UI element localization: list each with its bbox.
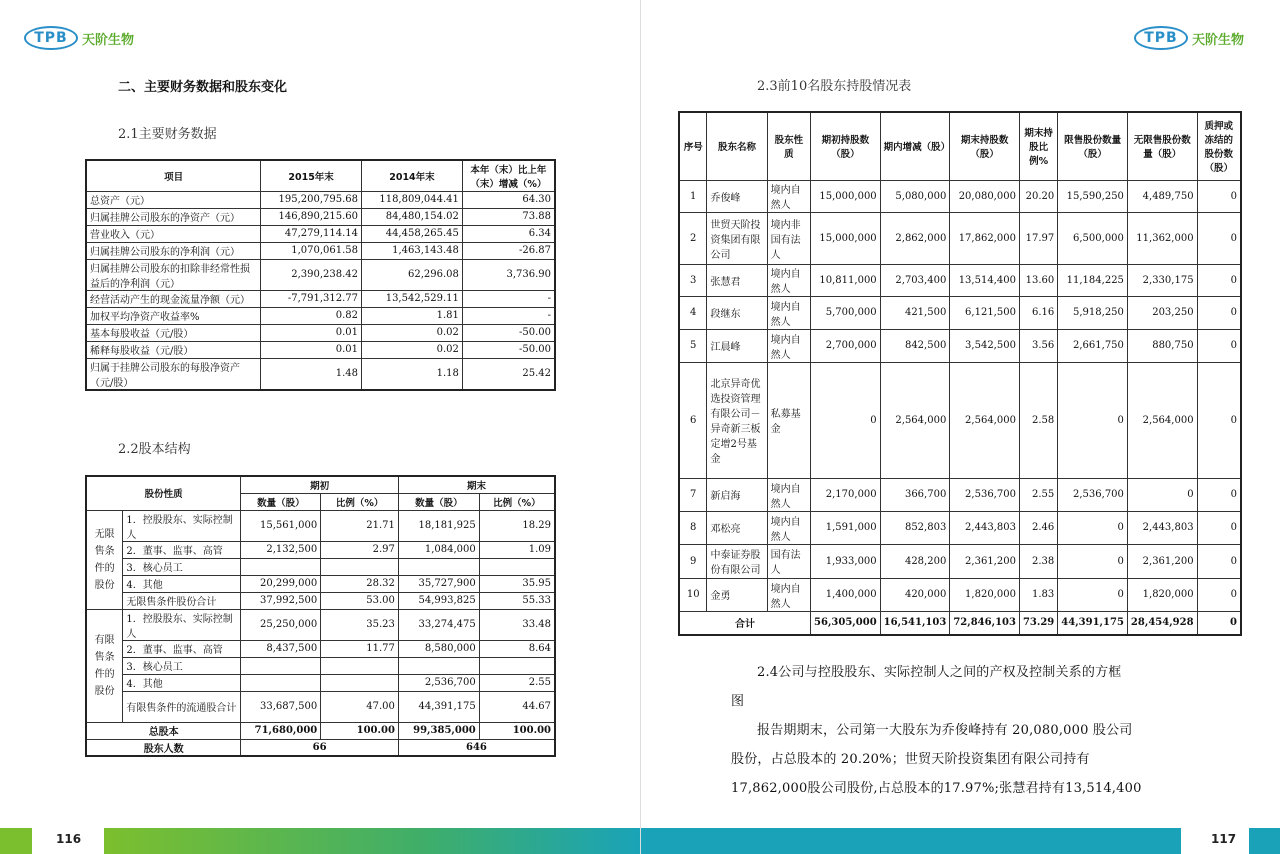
sh-cell: 2,443,803 [1127, 511, 1197, 544]
sh-cell: 1,591,000 [811, 511, 881, 544]
cap-row-label: 1．控股股东、实际控制人 [123, 510, 241, 541]
sh-cell: 2 [679, 212, 707, 264]
sh-cell: 境内自然人 [767, 296, 810, 329]
cap-total-label: 总股本 [86, 722, 241, 739]
sh-header: 限售股份数量（股） [1058, 112, 1128, 180]
footer-bar-left [104, 828, 640, 854]
sh-cell: 4 [679, 296, 707, 329]
sh-cell: 13.60 [1019, 264, 1057, 296]
sh-cell: 1 [679, 180, 707, 212]
sh-cell: 15,000,000 [811, 180, 881, 212]
fin-row-label: 加权平均净资产收益率% [86, 307, 261, 324]
sh-cell: 842,500 [880, 329, 950, 362]
sh-cell: 6,121,500 [950, 296, 1020, 329]
sh-holder-name: 北京异奇优选投资管理有限公司－异奇新三板定增2号基金 [707, 362, 767, 478]
cap-cell: 1,084,000 [398, 541, 479, 558]
cap-row [86, 640, 555, 657]
sh-total-cell: 28,454,928 [1127, 611, 1197, 635]
sh-cell: 境内非国有法人 [767, 212, 810, 264]
sh-cell: 6 [679, 362, 707, 478]
sh-cell: 2,862,000 [880, 212, 950, 264]
fin-row-label: 基本每股收益（元/股） [86, 324, 261, 341]
cap-cell: 35.95 [479, 575, 555, 592]
cap-cell: 44.67 [479, 691, 555, 722]
sh-cell: 0 [811, 362, 881, 478]
sh-cell: 366,700 [880, 478, 950, 511]
sh-total-cell: 72,846,103 [950, 611, 1020, 635]
cap-cell: 8,580,000 [398, 640, 479, 657]
sh-cell: 3.56 [1019, 329, 1057, 362]
sh-cell: 2.55 [1019, 478, 1057, 511]
sh-holder-name: 江晨峰 [707, 329, 767, 362]
fin-row-label: 稀释每股收益（元/股） [86, 341, 261, 358]
sh-cell: 2,443,803 [950, 511, 1020, 544]
logo-mark: TPB [24, 26, 78, 50]
sh-cell: 2,170,000 [811, 478, 881, 511]
sh-cell: 2.38 [1019, 544, 1057, 578]
sh-cell: 7 [679, 478, 707, 511]
sh-cell: 203,250 [1127, 296, 1197, 329]
sh-cell: 5,918,250 [1058, 296, 1128, 329]
sh-header: 无限售股份数量（股） [1127, 112, 1197, 180]
sh-cell: 2,361,200 [950, 544, 1020, 578]
cap-row [86, 674, 555, 691]
cap-row [86, 609, 555, 640]
logo-brand-name: 天阶生物 [82, 32, 135, 48]
cap-holders-row [86, 739, 555, 756]
financial-data-table [85, 159, 556, 391]
cap-cell: 8,437,500 [241, 640, 321, 657]
sh-row [679, 511, 1241, 544]
cap-cell: 44,391,175 [398, 691, 479, 722]
fin-cell: 1.81 [362, 307, 463, 324]
fin-row-label: 归属挂牌公司股东的净资产（元） [86, 208, 261, 225]
sh-cell: 境内自然人 [767, 511, 810, 544]
subsection-financial-data: 2.1主要财务数据 [118, 127, 217, 142]
sh-row [679, 212, 1241, 264]
right-page [640, 0, 1280, 854]
cap-cell: 53.00 [321, 592, 399, 609]
footer-accent-left [0, 828, 32, 854]
sh-row [679, 329, 1241, 362]
sh-holder-name: 乔俊峰 [707, 180, 767, 212]
fin-row-label: 营业收入（元） [86, 225, 261, 242]
sh-cell: 8 [679, 511, 707, 544]
sh-cell: 2,703,400 [880, 264, 950, 296]
sh-cell: 0 [1197, 212, 1241, 264]
cap-cell [398, 657, 479, 674]
sh-row [679, 544, 1241, 578]
sh-cell: 境内自然人 [767, 264, 810, 296]
cap-cell: 18.29 [479, 510, 555, 541]
cap-holders-begin: 66 [241, 739, 399, 756]
body-paragraph-line: 17,862,000股公司股份,占总股本的17.97%;张慧君持有13,514,400 [731, 781, 1142, 796]
sh-cell: 9 [679, 544, 707, 578]
fin-row [86, 341, 555, 358]
cap-row [86, 510, 555, 541]
sh-cell: 0 [1197, 478, 1241, 511]
fin-cell: 6.34 [462, 225, 555, 242]
page-number-right: 117 [1211, 832, 1237, 846]
sh-total-cell: 44,391,175 [1058, 611, 1128, 635]
sh-cell: 4,489,750 [1127, 180, 1197, 212]
cap-cell: 37,992,500 [241, 592, 321, 609]
page-number-left: 116 [56, 832, 82, 846]
sh-cell: 0 [1197, 544, 1241, 578]
fin-cell: 0.82 [261, 307, 362, 324]
sh-cell: 20.20 [1019, 180, 1057, 212]
cap-cell [321, 674, 399, 691]
sh-cell: 0 [1197, 264, 1241, 296]
cap-header-qty: 数量（股） [398, 493, 479, 510]
fin-row [86, 290, 555, 307]
sh-cell: 0 [1058, 578, 1128, 611]
sh-cell: 15,590,250 [1058, 180, 1128, 212]
fin-row [86, 225, 555, 242]
fin-row [86, 307, 555, 324]
cap-header-ratio: 比例（%） [479, 493, 555, 510]
sh-header: 期末持股数（股） [950, 112, 1020, 180]
cap-row [86, 575, 555, 592]
cap-cell [241, 558, 321, 575]
sh-cell: 0 [1058, 544, 1128, 578]
cap-cell: 33.48 [479, 609, 555, 640]
cap-header-begin: 期初 [241, 476, 399, 493]
sh-header: 期内增减（股） [880, 112, 950, 180]
cap-cell: 35.23 [321, 609, 399, 640]
sh-cell: 境内自然人 [767, 180, 810, 212]
fin-row [86, 191, 555, 208]
sh-cell: 0 [1197, 511, 1241, 544]
sh-cell: 5,080,000 [880, 180, 950, 212]
cap-row [86, 558, 555, 575]
fin-cell: 0.02 [362, 341, 463, 358]
sh-total-cell: 0 [1197, 611, 1241, 635]
fin-cell: 1.48 [261, 358, 362, 390]
fin-header-2014: 2014年末 [362, 160, 463, 191]
fin-row [86, 259, 555, 290]
cap-row-label: 3．核心员工 [123, 558, 241, 575]
sh-cell: 2,361,200 [1127, 544, 1197, 578]
cap-cell [479, 657, 555, 674]
fin-cell: 44,458,265.45 [362, 225, 463, 242]
fin-cell: 13,542,529.11 [362, 290, 463, 307]
subsection-ownership-diagram: 2.4公司与控股股东、实际控制人之间的产权及控制关系的方框 [757, 665, 1122, 680]
cap-group-label: 有限售条件的股份 [86, 609, 123, 722]
cap-holders-label: 股东人数 [86, 739, 241, 756]
fin-cell: 62,296.08 [362, 259, 463, 290]
sh-row [679, 264, 1241, 296]
cap-total-cell: 100.00 [479, 722, 555, 739]
fin-cell: 118,809,044.41 [362, 191, 463, 208]
fin-cell: - [462, 290, 555, 307]
cap-header-ratio: 比例（%） [321, 493, 399, 510]
section-title: 二、主要财务数据和股东变化 [118, 80, 288, 95]
cap-row [86, 541, 555, 558]
fin-cell: 195,200,795.68 [261, 191, 362, 208]
sh-cell: 10 [679, 578, 707, 611]
sh-cell: 境内自然人 [767, 478, 810, 511]
sh-cell: 11,184,225 [1058, 264, 1128, 296]
fin-row [86, 242, 555, 259]
fin-row-label: 总资产（元） [86, 191, 261, 208]
sh-cell: 境内自然人 [767, 578, 810, 611]
cap-cell [398, 558, 479, 575]
top10-shareholders-table [678, 111, 1242, 636]
sh-cell: 私募基金 [767, 362, 810, 478]
cap-cell: 55.33 [479, 592, 555, 609]
sh-cell: 421,500 [880, 296, 950, 329]
fin-cell: 0.02 [362, 324, 463, 341]
cap-group-label: 无限售条件的股份 [86, 510, 123, 609]
sh-holder-name: 金勇 [707, 578, 767, 611]
cap-cell: 25,250,000 [241, 609, 321, 640]
company-logo [1134, 26, 1244, 50]
sh-header: 股东性质 [767, 112, 810, 180]
cap-cell: 15,561,000 [241, 510, 321, 541]
cap-cell [479, 558, 555, 575]
cap-row-label: 无限售条件股份合计 [123, 592, 241, 609]
sh-cell: 3,542,500 [950, 329, 1020, 362]
body-paragraph-line: 报告期期末，公司第一大股东为乔俊峰持有 20,080,000 股公司 [757, 723, 1133, 738]
cap-cell: 35,727,900 [398, 575, 479, 592]
sh-cell: 10,811,000 [811, 264, 881, 296]
fin-cell: 0.01 [261, 341, 362, 358]
cap-total-cell: 99,385,000 [398, 722, 479, 739]
cap-cell: 28.32 [321, 575, 399, 592]
fin-cell: 3,736.90 [462, 259, 555, 290]
sh-cell: 2.46 [1019, 511, 1057, 544]
cap-cell: 11.77 [321, 640, 399, 657]
fin-cell: -26.87 [462, 242, 555, 259]
sh-cell: 3 [679, 264, 707, 296]
sh-row [679, 478, 1241, 511]
sh-cell: 0 [1197, 578, 1241, 611]
cap-row [86, 592, 555, 609]
cap-holders-end: 646 [398, 739, 555, 756]
fin-cell: -50.00 [462, 324, 555, 341]
cap-cell: 8.64 [479, 640, 555, 657]
cap-cell: 2,132,500 [241, 541, 321, 558]
cap-row-label: 3．核心员工 [123, 657, 241, 674]
subsection-ownership-diagram-cont: 图 [731, 694, 745, 709]
sh-total-label: 合计 [679, 611, 811, 635]
sh-total-row [679, 611, 1241, 635]
fin-row [86, 358, 555, 390]
sh-cell: 17.97 [1019, 212, 1057, 264]
sh-cell: 2,700,000 [811, 329, 881, 362]
fin-row [86, 208, 555, 225]
fin-header-2015: 2015年末 [261, 160, 362, 191]
fin-row-label: 归属挂牌公司股东的扣除非经常性损益后的净利润（元） [86, 259, 261, 290]
cap-cell: 2,536,700 [398, 674, 479, 691]
cap-cell [321, 657, 399, 674]
cap-total-cell: 71,680,000 [241, 722, 321, 739]
sh-cell: 1,933,000 [811, 544, 881, 578]
cap-cell: 21.71 [321, 510, 399, 541]
fin-cell: 1,463,143.48 [362, 242, 463, 259]
cap-total-row [86, 722, 555, 739]
sh-cell: 2,564,000 [950, 362, 1020, 478]
fin-cell: 1,070,061.58 [261, 242, 362, 259]
fin-cell: -7,791,312.77 [261, 290, 362, 307]
fin-header-item: 项目 [86, 160, 261, 191]
cap-cell: 54,993,825 [398, 592, 479, 609]
body-paragraph-line: 股份，占总股本的 20.20%；世贸天阶投资集团有限公司持有 [731, 752, 1090, 767]
sh-cell: 2,536,700 [1058, 478, 1128, 511]
sh-cell: 420,000 [880, 578, 950, 611]
sh-cell: 2.58 [1019, 362, 1057, 478]
sh-cell: 境内自然人 [767, 329, 810, 362]
cap-cell [241, 674, 321, 691]
fin-cell: -50.00 [462, 341, 555, 358]
sh-cell: 0 [1127, 478, 1197, 511]
sh-row [679, 296, 1241, 329]
cap-row [86, 657, 555, 674]
cap-cell: 47.00 [321, 691, 399, 722]
capital-structure-table [85, 475, 556, 757]
cap-cell: 20,299,000 [241, 575, 321, 592]
cap-total-cell: 100.00 [321, 722, 399, 739]
cap-row-label: 1．控股股东、实际控制人 [123, 609, 241, 640]
sh-cell: 13,514,400 [950, 264, 1020, 296]
sh-header: 股东名称 [707, 112, 767, 180]
cap-row [86, 691, 555, 722]
fin-cell: 2,390,238.42 [261, 259, 362, 290]
sh-cell: 5 [679, 329, 707, 362]
fin-cell: 47,279,114.14 [261, 225, 362, 242]
sh-cell: 880,750 [1127, 329, 1197, 362]
sh-cell: 1,820,000 [1127, 578, 1197, 611]
cap-cell: 1.09 [479, 541, 555, 558]
fin-row-label: 经营活动产生的现金流量净额（元） [86, 290, 261, 307]
sh-cell: 11,362,000 [1127, 212, 1197, 264]
fin-cell: 84,480,154.02 [362, 208, 463, 225]
sh-total-cell: 73.29 [1019, 611, 1057, 635]
fin-header-change: 本年（末）比上年（末）增减（%） [462, 160, 555, 191]
sh-cell: 1,820,000 [950, 578, 1020, 611]
sh-cell: 6,500,000 [1058, 212, 1128, 264]
sh-holder-name: 张慧君 [707, 264, 767, 296]
sh-row [679, 578, 1241, 611]
subsection-capital-structure: 2.2股本结构 [118, 442, 191, 457]
cap-row-label: 2．董事、监事、高管 [123, 640, 241, 657]
sh-cell: 0 [1197, 180, 1241, 212]
sh-holder-name: 世贸天阶投资集团有限公司 [707, 212, 767, 264]
sh-cell: 0 [1197, 362, 1241, 478]
cap-header-end: 期末 [398, 476, 555, 493]
sh-total-cell: 56,305,000 [811, 611, 881, 635]
cap-cell [241, 657, 321, 674]
cap-cell: 2.97 [321, 541, 399, 558]
cap-cell: 33,687,500 [241, 691, 321, 722]
sh-holder-name: 中泰证券股份有限公司 [707, 544, 767, 578]
fin-cell: - [462, 307, 555, 324]
sh-header: 期末持股比例% [1019, 112, 1057, 180]
subsection-top10-holders: 2.3前10名股东持股情况表 [757, 79, 912, 94]
fin-cell: 25.42 [462, 358, 555, 390]
sh-cell: 5,700,000 [811, 296, 881, 329]
sh-cell: 20,080,000 [950, 180, 1020, 212]
sh-holder-name: 邓松亮 [707, 511, 767, 544]
cap-row-label: 2．董事、监事、高管 [123, 541, 241, 558]
cap-cell: 2.55 [479, 674, 555, 691]
sh-holder-name: 新启海 [707, 478, 767, 511]
sh-header: 期初持股数（股） [811, 112, 881, 180]
sh-row [679, 362, 1241, 478]
company-logo [24, 26, 134, 50]
fin-cell: 146,890,215.60 [261, 208, 362, 225]
cap-row-label: 4．其他 [123, 575, 241, 592]
cap-row-label: 有限售条件的流通股合计 [123, 691, 241, 722]
sh-cell: 0 [1197, 329, 1241, 362]
fin-row [86, 324, 555, 341]
footer-accent-right [1249, 828, 1280, 854]
cap-cell [321, 558, 399, 575]
logo-mark: TPB [1134, 26, 1188, 50]
sh-cell: 428,200 [880, 544, 950, 578]
sh-cell: 1.83 [1019, 578, 1057, 611]
sh-cell: 2,564,000 [1127, 362, 1197, 478]
sh-cell: 国有法人 [767, 544, 810, 578]
sh-cell: 0 [1197, 296, 1241, 329]
sh-header: 序号 [679, 112, 707, 180]
sh-cell: 15,000,000 [811, 212, 881, 264]
sh-cell: 1,400,000 [811, 578, 881, 611]
fin-row-label: 归属挂牌公司股东的净利润（元） [86, 242, 261, 259]
sh-cell: 2,330,175 [1127, 264, 1197, 296]
cap-row-label: 4．其他 [123, 674, 241, 691]
fin-row-label: 归属于挂牌公司股东的每股净资产（元/股） [86, 358, 261, 390]
sh-row [679, 180, 1241, 212]
sh-total-cell: 16,541,103 [880, 611, 950, 635]
sh-cell: 0 [1058, 511, 1128, 544]
sh-cell: 0 [1058, 362, 1128, 478]
cap-header-nature: 股份性质 [86, 476, 241, 510]
cap-header-qty: 数量（股） [241, 493, 321, 510]
fin-cell: 73.88 [462, 208, 555, 225]
footer-bar-right [641, 828, 1181, 854]
sh-holder-name: 段继东 [707, 296, 767, 329]
fin-cell: 0.01 [261, 324, 362, 341]
sh-cell: 2,536,700 [950, 478, 1020, 511]
sh-header: 质押或冻结的股份数（股） [1197, 112, 1241, 180]
sh-cell: 6.16 [1019, 296, 1057, 329]
fin-cell: 64.30 [462, 191, 555, 208]
fin-cell: 1.18 [362, 358, 463, 390]
sh-cell: 852,803 [880, 511, 950, 544]
logo-brand-name: 天阶生物 [1192, 32, 1245, 48]
cap-cell: 18,181,925 [398, 510, 479, 541]
cap-cell: 33,274,475 [398, 609, 479, 640]
sh-cell: 2,564,000 [880, 362, 950, 478]
sh-cell: 17,862,000 [950, 212, 1020, 264]
sh-cell: 2,661,750 [1058, 329, 1128, 362]
